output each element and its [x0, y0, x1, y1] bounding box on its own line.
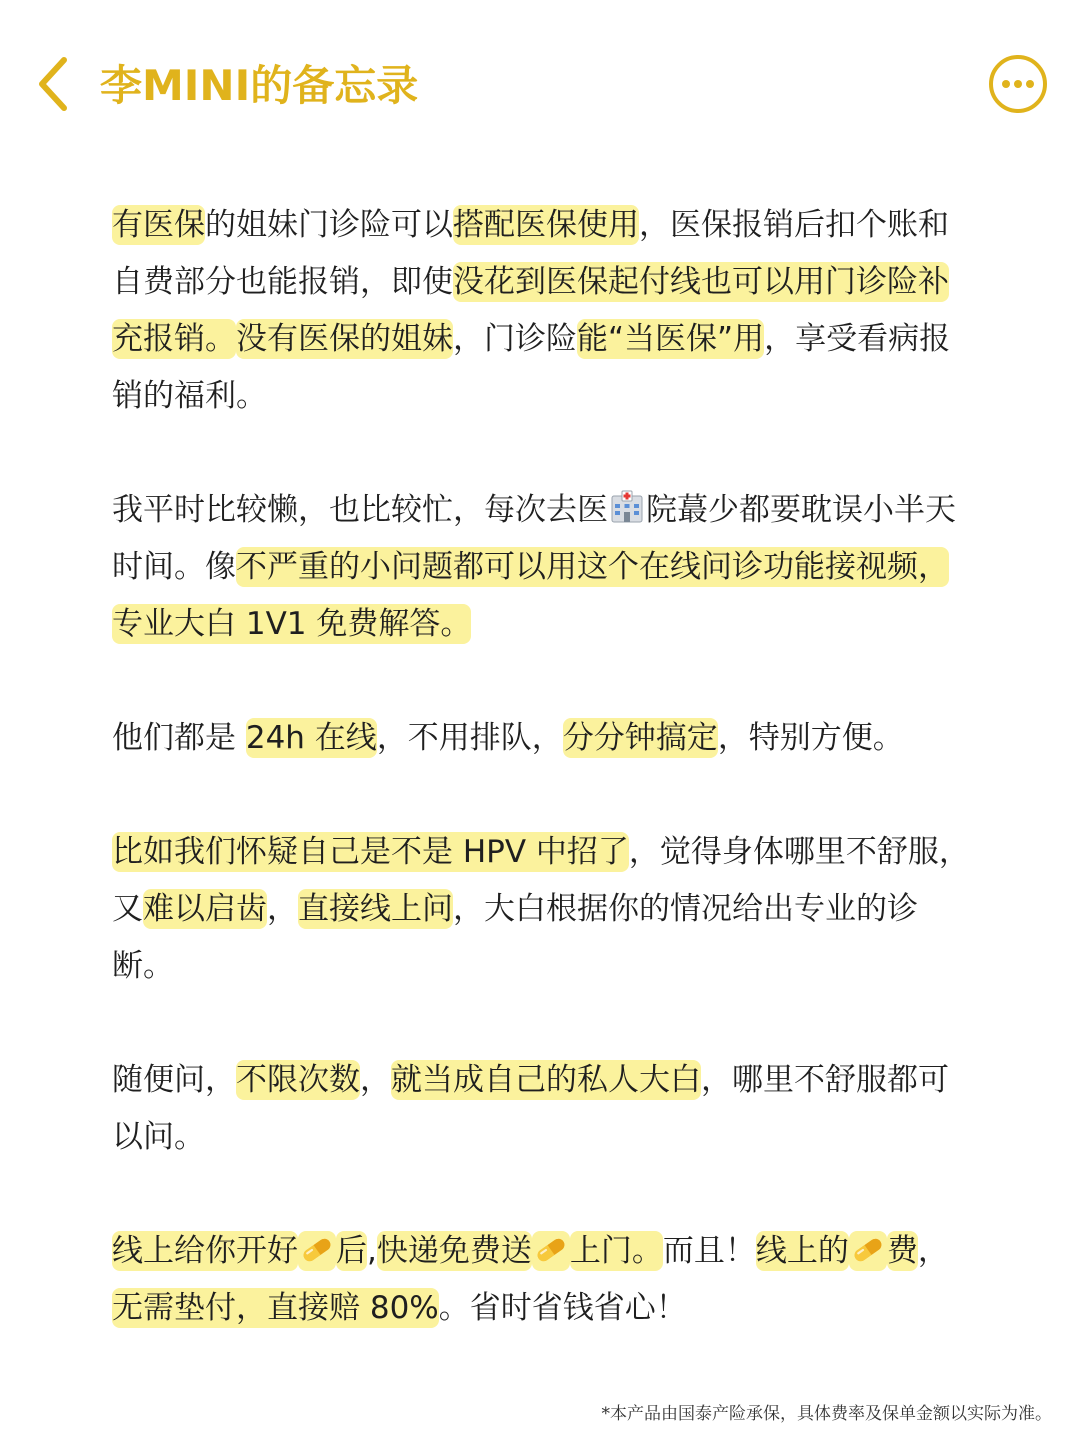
- highlighted-text: 线上给你开好: [112, 1233, 298, 1269]
- body-text: 他们都是: [112, 720, 246, 756]
- memo-paragraph: [112, 824, 972, 995]
- highlighted-text: 费: [886, 1233, 918, 1269]
- highlighted-text: 快递免费送: [376, 1233, 532, 1269]
- memo-paragraph: [112, 1223, 972, 1337]
- highlighted-text: 上门。: [569, 1233, 663, 1269]
- highlighted-text: 不严重的小问题都可以用这个在线问诊功能接视频，专业大白 1V1 免费解答。: [112, 549, 949, 642]
- highlighted-text: 不限次数: [236, 1062, 360, 1098]
- highlighted-icon: [298, 1231, 336, 1271]
- body-text: ，大白根据你的情况给出专业的诊断。: [112, 891, 918, 984]
- highlighted-text: 能“当医保”用: [577, 321, 765, 357]
- highlighted-text: 难以启齿: [143, 891, 267, 927]
- highlighted-text: 没有医保的姐妹: [236, 321, 453, 357]
- body-text: 的姐妹门诊险可以: [205, 207, 453, 243]
- chevron-left-icon: [30, 52, 86, 116]
- pill-icon: [533, 1235, 569, 1265]
- body-text: ,: [367, 1233, 377, 1269]
- highlighted-text: 直接线上问: [298, 891, 453, 927]
- body-text: ，: [267, 891, 298, 927]
- body-text: ，不用排队，: [376, 720, 563, 756]
- body-text: ，享受看病报销的福利。: [112, 321, 951, 414]
- body-text: 而且！: [662, 1233, 756, 1269]
- body-text: 院蕞少都要耽误小半天时间。像: [112, 492, 956, 585]
- highlighted-text: 无需垫付，直接赔 80%: [112, 1290, 439, 1326]
- hospital-icon: [610, 490, 644, 524]
- memo-paragraph: [112, 710, 972, 767]
- body-text: ，医保报销后扣个账和自费部分也能报销，即使: [112, 207, 949, 300]
- memo-content: [112, 197, 972, 1337]
- header-bar: [0, 40, 1080, 130]
- highlighted-icon: [532, 1231, 570, 1271]
- highlighted-icon: [849, 1231, 887, 1271]
- pill-icon: [299, 1235, 335, 1265]
- highlighted-text: 线上的: [755, 1233, 849, 1269]
- highlighted-text: 分分钟搞定: [562, 720, 718, 756]
- highlighted-text: 比如我们怀疑自己是不是 HPV 中招了: [112, 834, 629, 870]
- body-text: ，门诊险: [453, 321, 577, 357]
- memo-paragraph: [112, 1052, 972, 1166]
- pill-icon: [850, 1235, 886, 1265]
- highlighted-text: 没花到医保起付线也可以用门诊险补充报销。: [112, 264, 949, 357]
- more-button[interactable]: [987, 53, 1049, 115]
- body-text: ，哪里不舒服都可以问。: [112, 1062, 949, 1155]
- memo-paragraph: [112, 482, 972, 653]
- body-text: ，: [917, 1233, 949, 1269]
- disclaimer-footnote: *本产品由国泰产险承保，具体费率及保单金额以实际为准。: [601, 1404, 1052, 1424]
- body-text: 随便问，: [112, 1062, 236, 1098]
- body-text: ，特别方便。: [717, 720, 904, 756]
- highlighted-text: 就当成自己的私人大白: [391, 1062, 701, 1098]
- body-text: 。省时省钱省心！: [438, 1290, 687, 1326]
- highlighted-text: 后: [336, 1233, 367, 1269]
- body-text: ，: [360, 1062, 391, 1098]
- back-button[interactable]: [30, 52, 86, 116]
- page-title: 李MINI的备忘录: [100, 61, 419, 110]
- highlighted-text: 有医保: [112, 207, 205, 243]
- highlighted-text: 24h 在线: [245, 720, 377, 756]
- body-text: 我平时比较懒，也比较忙，每次去医: [112, 492, 608, 528]
- memo-paragraph: [112, 197, 972, 425]
- more-horizontal-icon: [987, 53, 1049, 115]
- body-text: ，觉得身体哪里不舒服，又: [112, 834, 970, 927]
- highlighted-text: 搭配医保使用: [453, 207, 639, 243]
